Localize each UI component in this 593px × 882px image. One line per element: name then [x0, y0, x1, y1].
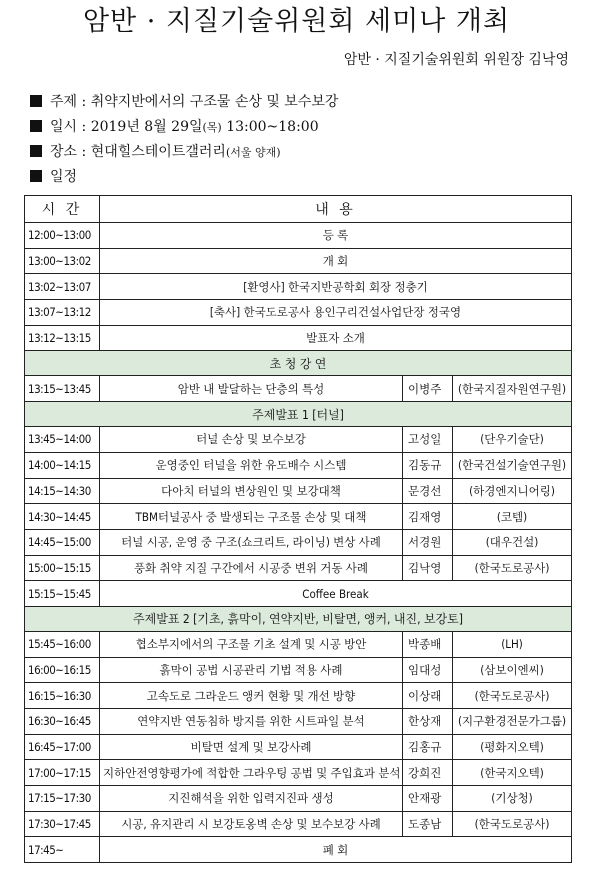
- section-title: 초 청 강 연: [25, 351, 572, 376]
- content-cell: 터널 시공, 운영 중 구조(쇼크리트, 라이닝) 변상 사례: [100, 529, 403, 555]
- content-cell: 흙막이 공법 시공관리 기법 적용 사례: [100, 657, 403, 683]
- time-cell: 14:15~14:30: [25, 478, 100, 504]
- time-cell: 13:12~13:15: [25, 325, 100, 351]
- organization-cell: (하경엔지니어링): [453, 478, 572, 504]
- section-title: 주제발표 1 [터널]: [25, 402, 572, 427]
- speaker-cell: 이병주: [403, 376, 453, 402]
- organization-cell: (지구환경전문가그룹): [453, 709, 572, 735]
- table-row: [25, 786, 572, 812]
- organization-cell: (한국지오텍): [453, 760, 572, 786]
- info-date: 일시 : 2019년 8월 29일(목) 13:00~18:00: [30, 117, 319, 138]
- speaker-cell: 도종남: [403, 811, 453, 837]
- info-date-day: (목): [202, 121, 222, 134]
- schedule-table: [24, 195, 572, 863]
- section-header-row: [25, 351, 572, 376]
- square-bullet-icon: [30, 95, 42, 107]
- square-bullet-icon: [30, 120, 42, 132]
- info-topic: 주제 : 취약지반에서의 구조물 손상 및 보수보강: [30, 92, 338, 112]
- time-cell: 16:30~16:45: [25, 709, 100, 735]
- info-date-label: 일시: [50, 119, 78, 135]
- content-cell: [환영사] 한국지반공학회 회장 정충기: [100, 274, 572, 300]
- info-date-time: 13:00~18:00: [226, 119, 319, 135]
- info-topic-value: 취약지반에서의 구조물 손상 및 보수보강: [90, 94, 339, 110]
- time-cell: 13:15~13:45: [25, 376, 100, 402]
- page-subtitle: 암반 · 지질기술위원회 위원장 김낙영: [343, 52, 569, 68]
- section-title: 주제발표 2 [기초, 흙막이, 연약지반, 비탈면, 앵커, 내진, 보강토]: [25, 606, 572, 631]
- organization-cell: (코템): [453, 504, 572, 530]
- organization-cell: (한국건설기술연구원): [453, 452, 572, 478]
- section-header-row: [25, 402, 572, 427]
- organization-cell: (기상청): [453, 786, 572, 812]
- table-row: [25, 376, 572, 402]
- table-row: [25, 427, 572, 453]
- table-row: [25, 529, 572, 555]
- speaker-cell: 이상래: [403, 683, 453, 709]
- time-cell: 17:15~17:30: [25, 786, 100, 812]
- time-cell: 13:00~13:02: [25, 248, 100, 274]
- section-header-row: [25, 606, 572, 631]
- speaker-cell: 문경선: [403, 478, 453, 504]
- table-row: [25, 452, 572, 478]
- organization-cell: (삼보이엔씨): [453, 657, 572, 683]
- info-topic-label: 주제: [50, 94, 78, 110]
- time-cell: 14:00~14:15: [25, 452, 100, 478]
- time-cell: 17:30~17:45: [25, 811, 100, 837]
- organization-cell: (단우기술단): [453, 427, 572, 453]
- table-row: [25, 325, 572, 351]
- time-cell: 14:30~14:45: [25, 504, 100, 530]
- speaker-cell: 임대성: [403, 657, 453, 683]
- info-place: 장소 : 현대힐스테이트갤러리(서울 양재): [30, 142, 281, 163]
- content-cell: 등 록: [100, 223, 572, 249]
- table-row: [25, 223, 572, 249]
- time-cell: 15:45~16:00: [25, 631, 100, 657]
- time-cell: 12:00~13:00: [25, 223, 100, 249]
- organization-cell: (한국도로공사): [453, 683, 572, 709]
- time-cell: 16:45~17:00: [25, 734, 100, 760]
- content-cell: 다아치 터널의 변상원인 및 보강대책: [100, 478, 403, 504]
- content-cell: 발표자 소개: [100, 325, 572, 351]
- content-cell: 지하안전영향평가에 적합한 그라우팅 공법 및 주입효과 분석: [100, 760, 403, 786]
- time-cell: 16:00~16:15: [25, 657, 100, 683]
- info-place-label: 장소: [50, 144, 78, 160]
- content-cell: 시공, 유지관리 시 보강토옹벽 손상 및 보수보강 사례: [100, 811, 403, 837]
- content-cell: 풍화 취약 지질 구간에서 시공중 변위 거동 사례: [100, 555, 403, 581]
- content-cell: 연약지반 연동침하 방지를 위한 시트파일 분석: [100, 709, 403, 735]
- time-cell: 13:02~13:07: [25, 274, 100, 300]
- time-cell: 14:45~15:00: [25, 529, 100, 555]
- organization-cell: (평화지오텍): [453, 734, 572, 760]
- time-cell: 15:00~15:15: [25, 555, 100, 581]
- time-cell: 17:45~: [25, 837, 100, 863]
- speaker-cell: 안재광: [403, 786, 453, 812]
- time-cell: 13:07~13:12: [25, 300, 100, 326]
- table-row: [25, 734, 572, 760]
- content-cell: 비탈면 설계 및 보강사례: [100, 734, 403, 760]
- info-schedule: [30, 167, 77, 187]
- table-row: [25, 274, 572, 300]
- table-row: [25, 760, 572, 786]
- content-cell: 고속도로 그라운드 앵커 현황 및 개선 방향: [100, 683, 403, 709]
- organization-cell: (한국도로공사): [453, 811, 572, 837]
- organization-cell: (한국지질자원연구원): [453, 376, 572, 402]
- table-row: [25, 504, 572, 530]
- content-cell: Coffee Break: [100, 581, 572, 607]
- square-bullet-icon: [30, 170, 42, 182]
- info-place-value: 현대힐스테이트갤러리: [90, 144, 226, 160]
- table-row: [25, 631, 572, 657]
- info-schedule-label: 일정: [50, 169, 78, 185]
- table-row: [25, 837, 572, 863]
- table-row: [25, 683, 572, 709]
- table-row: [25, 709, 572, 735]
- table-row: [25, 300, 572, 326]
- time-cell: 15:15~15:45: [25, 581, 100, 607]
- content-cell: 암반 내 발달하는 단층의 특성: [100, 376, 403, 402]
- table-row: [25, 811, 572, 837]
- speaker-cell: 서경원: [403, 529, 453, 555]
- speaker-cell: 한상재: [403, 709, 453, 735]
- organization-cell: (LH): [453, 631, 572, 657]
- organization-cell: (대우건설): [453, 529, 572, 555]
- table-row: [25, 478, 572, 504]
- time-cell: 17:00~17:15: [25, 760, 100, 786]
- content-cell: 터널 손상 및 보수보강: [100, 427, 403, 453]
- speaker-cell: 강희진: [403, 760, 453, 786]
- schedule-body: [25, 223, 572, 863]
- organization-cell: (한국도로공사): [453, 555, 572, 581]
- content-cell: 지진해석을 위한 입력지진파 생성: [100, 786, 403, 812]
- speaker-cell: 김홍규: [403, 734, 453, 760]
- speaker-cell: 고성일: [403, 427, 453, 453]
- content-cell: TBM터널공사 중 발생되는 구조물 손상 및 대책: [100, 504, 403, 530]
- content-cell: 개 회: [100, 248, 572, 274]
- content-cell: 협소부지에서의 구조물 기초 설계 및 시공 방안: [100, 631, 403, 657]
- page-title: 암반 · 지질기술위원회 세미나 개최: [82, 6, 511, 37]
- header-time: 시 간: [25, 196, 100, 223]
- table-row: [25, 248, 572, 274]
- time-cell: 13:45~14:00: [25, 427, 100, 453]
- info-date-value: 2019년 8월 29일: [90, 119, 203, 135]
- speaker-cell: 김재영: [403, 504, 453, 530]
- content-cell: 운영중인 터널을 위한 유도배수 시스템: [100, 452, 403, 478]
- speaker-cell: 김낙영: [403, 555, 453, 581]
- table-row: [25, 555, 572, 581]
- square-bullet-icon: [30, 145, 42, 157]
- speaker-cell: 김동규: [403, 452, 453, 478]
- speaker-cell: 박종배: [403, 631, 453, 657]
- header-content: 내 용: [100, 196, 572, 223]
- time-cell: 16:15~16:30: [25, 683, 100, 709]
- content-cell: 폐 회: [100, 837, 572, 863]
- table-row: [25, 657, 572, 683]
- table-row: [25, 581, 572, 607]
- info-place-note: (서울 양재): [225, 146, 281, 159]
- content-cell: [축사] 한국도로공사 용인구리건설사업단장 정국영: [100, 300, 572, 326]
